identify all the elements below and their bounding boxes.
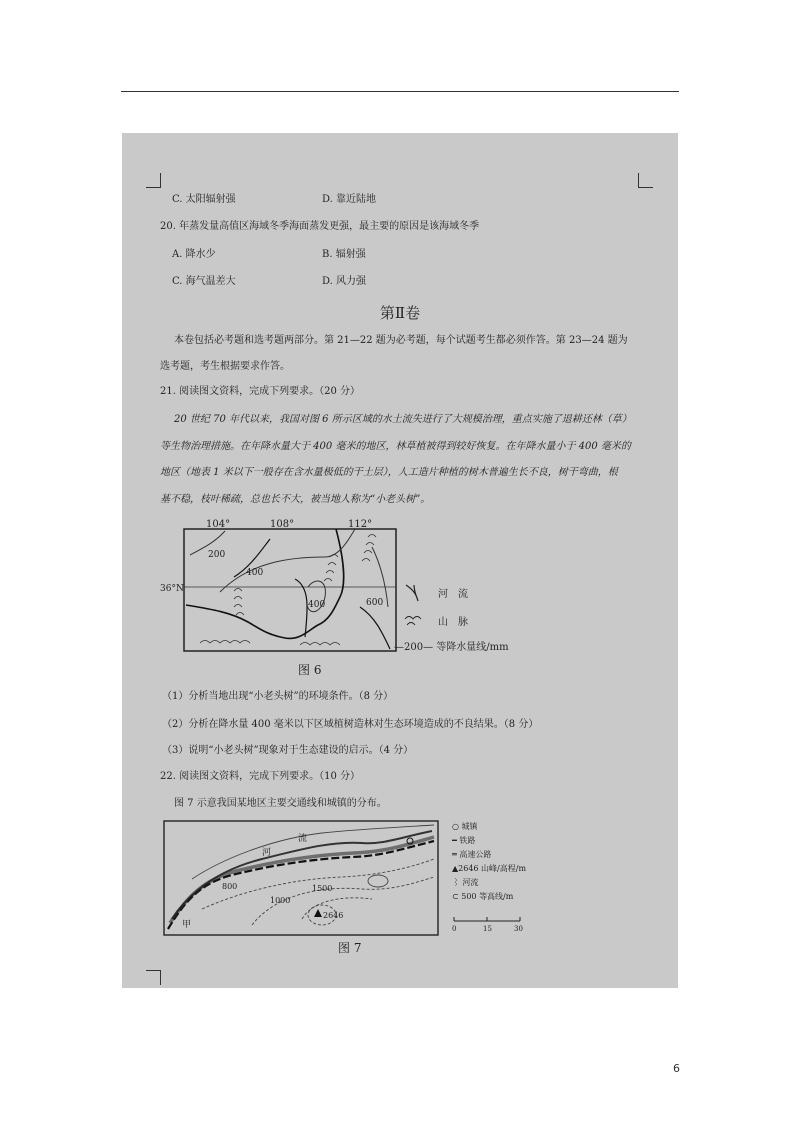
q20-option-c: C. 海气温差大: [172, 276, 236, 287]
scale-bar: [450, 909, 524, 935]
q21-para-line3: 地区（地表 1 米以下一般存在含水量极低的干土层），人工造片种植的树木普遍生长不良，树干弯曲，根: [160, 467, 618, 478]
figure-6-caption: 图 6: [298, 663, 322, 677]
legend-mountain-label: 山 脉: [438, 617, 468, 628]
mountain-range-west: [234, 589, 244, 616]
q21-stem: 21. 阅读图文资料，完成下列要求。（20 分）: [160, 386, 360, 397]
q22-stem: 22. 阅读图文资料，完成下列要求。（10 分）: [160, 771, 360, 782]
q21-para-line1: 20 世纪 70 年代以来，我国对图 6 所示区域的水土流失进行了大规模治理，重点实施了退耕还林（草）: [174, 414, 632, 425]
figure-7-caption: 图 7: [338, 941, 362, 955]
legend-river-label: 河流: [462, 878, 479, 887]
mountain-range-east: [362, 535, 376, 562]
scanned-page: [122, 133, 678, 988]
q21-sub-question-1: （1）分析当地出现“小老头树”的环境条件。（8 分）: [162, 691, 394, 702]
legend-river-label: 河 流: [438, 589, 468, 600]
contour-label-1500: 1500: [312, 884, 333, 893]
contour-label-800: 800: [222, 882, 238, 891]
lon-label-104: 104°: [206, 519, 231, 530]
legend-highway: ═ 高速公路: [452, 850, 492, 859]
peak-label: 2646: [323, 911, 344, 920]
peak-icon: [314, 909, 322, 917]
legend-highway-label: 高速公路: [459, 850, 492, 859]
q21-para-line2: 等生物治理措施。在年降水量大于 400 毫米的地区，林草植被得到较好恢复。在年降水量小于 400 毫米的: [160, 441, 631, 452]
legend-rail: ━ 铁路: [452, 836, 476, 845]
legend-isohyet-label: —200— 等降水量线/mm: [394, 642, 509, 653]
river-tributary-3: [360, 607, 390, 649]
map-frame: [184, 529, 396, 651]
q21-sub-question-2: （2）分析在降水量 400 毫米以下区域植树造林对生态环境造成的不良结果。（8 分）: [162, 719, 539, 730]
legend-river: ⌇ 河流: [452, 878, 479, 887]
scale-label-15: 15: [483, 925, 492, 933]
lon-label-112: 112°: [348, 519, 373, 530]
lat-label-36n: 36°N: [160, 584, 184, 594]
legend-peak-label: 2646 山峰/高程/m: [458, 864, 527, 873]
section-intro-line1: 本卷包括必考题和选考题两部分。第 21—22 题为必考题，每个试题考生都必须作答。第 23—24 题为: [174, 335, 628, 346]
scale-label-30: 30: [514, 925, 523, 933]
legend-peak: ▲2646 山峰/高程/m: [452, 864, 527, 873]
section-intro-line2: 选考题，考生根据要求作答。: [160, 361, 290, 372]
river-path: [172, 831, 432, 919]
isohyet-label-400-closed: 400: [308, 600, 326, 610]
q21-sub-question-3: （3）说明“小老头树”现象对于生态建设的启示。（4 分）: [162, 745, 414, 756]
legend-contour: ⊂ 500 等高线/m: [452, 892, 514, 901]
legend-town: ○ 城镇: [452, 822, 478, 831]
isohyet-label-400: 400: [246, 568, 264, 578]
q19-option-d: D. 靠近陆地: [322, 194, 377, 205]
figure-7-map: [162, 819, 442, 937]
isohyet-label-600: 600: [366, 598, 384, 608]
q20-option-b: B. 辐射强: [322, 249, 366, 260]
mountain-range-central: [324, 555, 338, 582]
crop-mark-bottom-left: [146, 970, 161, 985]
section-heading: 第Ⅱ卷: [379, 304, 421, 322]
q21-para-line4: 基不稳，枝叶稀疏，总也长不大，被当地人称为“小老头树”。: [160, 494, 431, 505]
town-label-jia: 甲: [182, 920, 192, 930]
mountain-range-south: [200, 641, 340, 646]
q19-option-c: C. 太阳辐射强: [172, 194, 236, 205]
map-label-flow: 流: [298, 834, 308, 844]
map-label-river: 河: [262, 848, 272, 858]
contour-hill: [368, 875, 388, 887]
isohyet-label-200: 200: [208, 550, 226, 560]
crop-mark-top-left: [146, 173, 161, 188]
legend-contour-label: 500 等高线/m: [461, 892, 514, 901]
river-tributary-2: [295, 579, 307, 637]
isohyet-400: [220, 529, 355, 592]
header-rule: [121, 91, 679, 92]
q20-option-a: A. 降水少: [172, 249, 216, 260]
q20-option-d: D. 风力强: [322, 276, 367, 287]
scale-label-0: 0: [452, 925, 457, 933]
figure-6-map: [160, 517, 400, 653]
page-number: 6: [673, 1062, 680, 1075]
q20-stem: 20. 年蒸发量高值区海域冬季海面蒸发更强，最主要的原因是该海域冬季: [160, 221, 480, 232]
legend-town-label: 城镇: [461, 822, 478, 831]
q22-para: 图 7 示意我国某地区主要交通线和城镇的分布。: [174, 798, 387, 809]
legend-mountain-icon: [405, 617, 421, 626]
legend-river-icon: [406, 585, 418, 601]
crop-mark-top-right: [638, 173, 653, 188]
contour-label-1000: 1000: [270, 896, 291, 905]
lon-label-108: 108°: [270, 519, 295, 530]
railway-path: [168, 841, 434, 929]
legend-rail-label: 铁路: [459, 836, 476, 845]
